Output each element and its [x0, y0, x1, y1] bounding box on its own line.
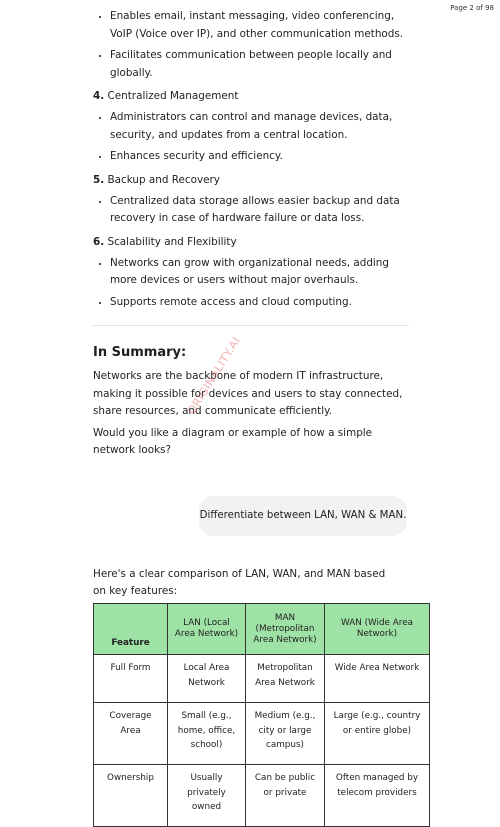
list-item: • Enables email, instant messaging, video conferencing, VoIP (Voice over IP), and other communication methods. — [110, 8, 409, 43]
table-row — [94, 765, 430, 827]
section-number: 5. — [93, 173, 105, 186]
table-cell: Small (e.g., home, office, school) — [168, 703, 246, 765]
list-item: • Networks can grow with organizational needs, adding more devices or users without major overhauls. — [110, 255, 409, 290]
table-cell: Medium (e.g., city or large campus) — [246, 703, 325, 765]
section-heading-scalability — [93, 234, 409, 251]
section-divider — [93, 325, 409, 326]
table-cell: Full Form — [94, 655, 168, 703]
list-item: • Facilitates communication between people locally and globally. — [110, 47, 409, 82]
comparison-intro: Here's a clear comparison of LAN, WAN, and MAN based on key features: — [93, 568, 386, 597]
header-cell-man: MAN (Metropolitan Area Network) — [246, 604, 325, 655]
summary-heading: In Summary: — [93, 345, 187, 360]
communication-bullets — [93, 8, 409, 82]
header-cell-feature: Feature — [94, 604, 168, 655]
table-header-row — [94, 604, 430, 655]
user-message-bubble: Differentiate between LAN, WAN & MAN. — [199, 496, 407, 536]
table-cell: Wide Area Network — [325, 655, 430, 703]
section-bullets — [93, 193, 409, 228]
table-row — [94, 703, 430, 765]
section-number: 6. — [93, 235, 105, 248]
list-item: • Supports remote access and cloud computing. — [110, 294, 409, 312]
table-cell: Can be public or private — [246, 765, 325, 827]
section-heading-centralized-management — [93, 88, 409, 105]
section-title: Backup and Recovery — [107, 173, 220, 186]
table-cell: Coverage Area — [94, 703, 168, 765]
table-cell: Often managed by telecom providers — [325, 765, 430, 827]
table-cell: Metropolitan Area Network — [246, 655, 325, 703]
section-bullets — [93, 109, 409, 166]
header-cell-lan: LAN (Local Area Network) — [168, 604, 246, 655]
section-title: Scalability and Flexibility — [107, 235, 237, 248]
comparison-table — [93, 603, 430, 827]
document-body — [93, 8, 409, 464]
watermark: ORIGINALITY.AI — [185, 334, 244, 417]
table-cell: Usually privately owned — [168, 765, 246, 827]
list-item: • Administrators can control and manage devices, data, security, and updates from a central location. — [110, 109, 409, 144]
table-row — [94, 655, 430, 703]
table-cell: Local Area Network — [168, 655, 246, 703]
list-item: • Enhances security and efficiency. — [110, 148, 409, 166]
section-number: 4. — [93, 90, 105, 102]
section-heading-backup-recovery — [93, 172, 409, 189]
table-cell: Ownership — [94, 765, 168, 827]
page-number: Page 2 of 98 — [450, 4, 494, 12]
section-title: Centralized Management — [107, 90, 239, 102]
summary-paragraph: Networks are the backbone of modern IT infrastructure, making it possible for devices and users to stay connected, share resources, and communicate efficiently. — [93, 370, 403, 417]
table-cell: Large (e.g., country or entire globe) — [325, 703, 430, 765]
list-item: • Centralized data storage allows easier backup and data recovery in case of hardware failure or data loss. — [110, 193, 409, 228]
section-bullets — [93, 255, 409, 312]
header-cell-wan: WAN (Wide Area Network) — [325, 604, 430, 655]
follow-up-question: Would you like a diagram or example of how a simple network looks? — [93, 426, 373, 456]
